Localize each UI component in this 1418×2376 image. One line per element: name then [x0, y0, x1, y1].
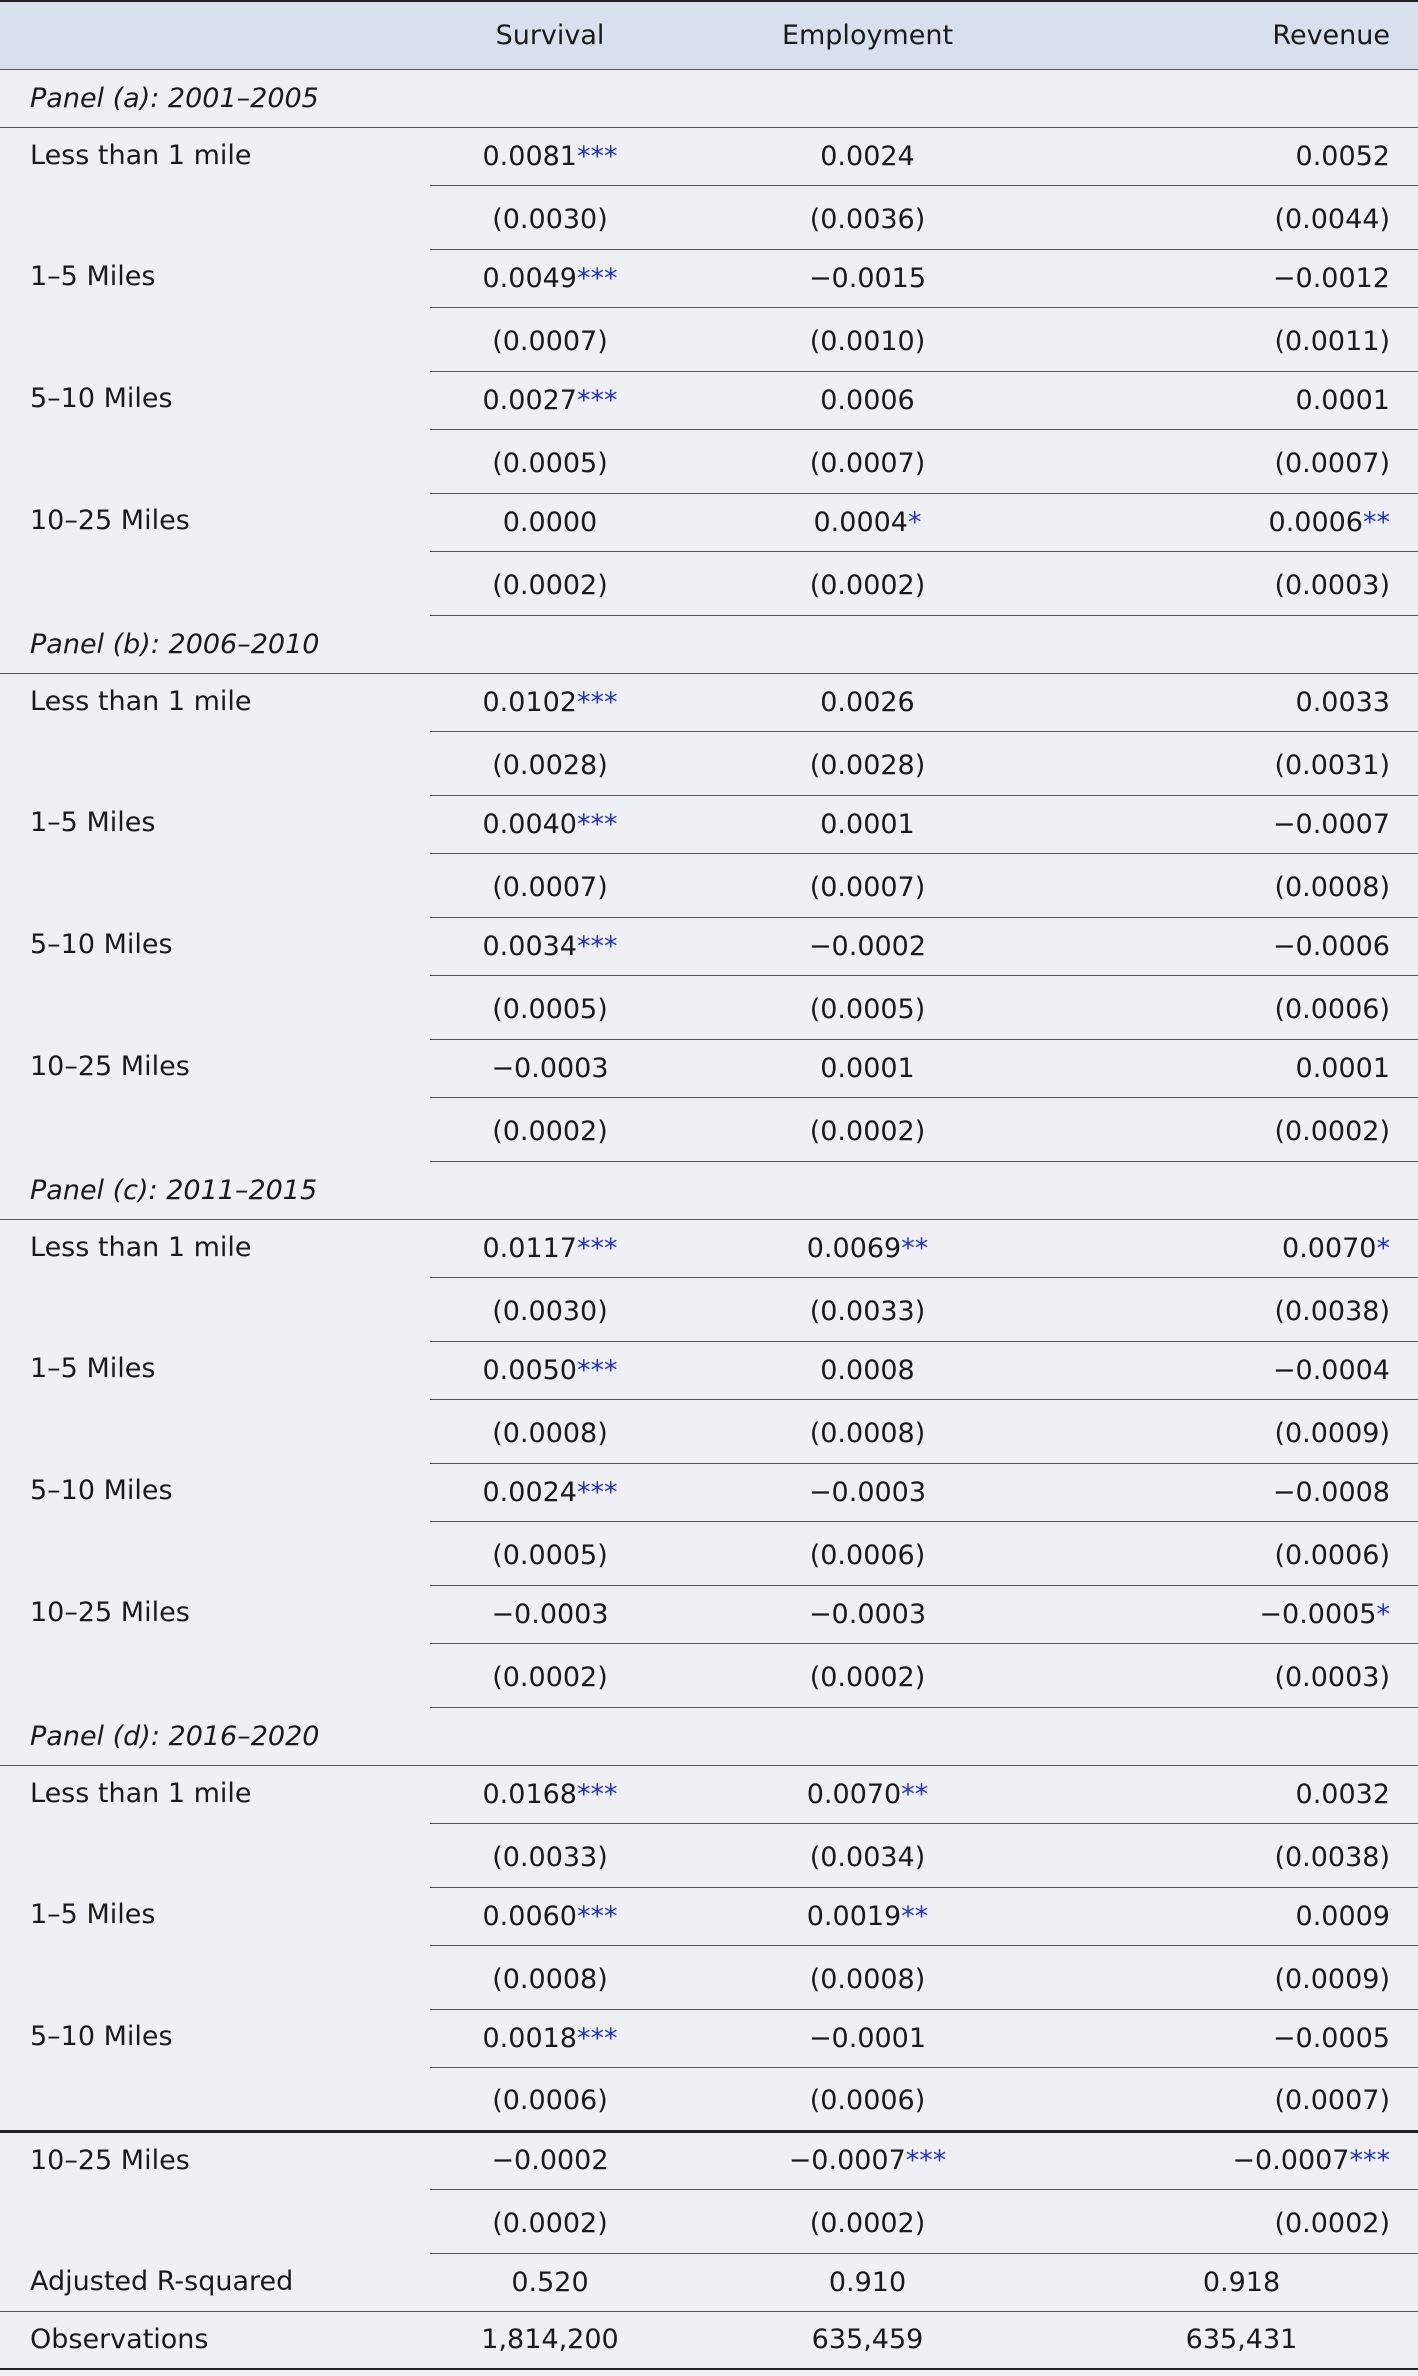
- row-label: 10–25 Miles: [30, 505, 190, 536]
- coefficient-value: 0.0001: [1295, 1052, 1390, 1084]
- survival-se: [430, 551, 670, 615]
- coefficient-value: (0.0002): [492, 2207, 608, 2239]
- revenue-coef: [1065, 2009, 1418, 2067]
- coefficient-value: 0.0001: [1295, 384, 1390, 416]
- employment-coef: [670, 673, 1065, 731]
- coefficient-row: [0, 1585, 1418, 1643]
- employment-coef: [670, 1585, 1065, 1643]
- revenue-coef: [1065, 917, 1418, 975]
- survival-se: [430, 2067, 670, 2131]
- revenue-coef: [1065, 2131, 1418, 2189]
- coefficient-value: (0.0030): [492, 1295, 608, 1327]
- survival-se: [430, 1521, 670, 1585]
- revenue-se: [1065, 1945, 1418, 2009]
- survival-se: [430, 1945, 670, 2009]
- coefficient-value: (0.0031): [1274, 749, 1390, 781]
- stat-label: Observations: [0, 2311, 430, 2369]
- panel-row: [0, 1707, 1418, 1765]
- coefficient-value: (0.0005): [492, 1539, 608, 1571]
- coefficient-value: 0.0024: [820, 140, 915, 172]
- coefficient-value: −0.0002: [808, 930, 927, 962]
- significance-stars: ***: [576, 1778, 618, 1810]
- table-body: [0, 69, 1418, 2369]
- stat-row: [0, 2311, 1418, 2369]
- significance-stars: **: [901, 1778, 929, 1810]
- coefficient-value: (0.0005): [492, 447, 608, 479]
- significance-stars: ***: [576, 140, 618, 172]
- row-label: Less than 1 mile: [30, 1231, 252, 1263]
- revenue-stat: 635,431: [1065, 2311, 1418, 2369]
- survival-stat: 1,814,200: [430, 2311, 670, 2369]
- coefficient-value: (0.0008): [492, 1963, 608, 1995]
- employment-se: [670, 429, 1065, 493]
- revenue-coef: [1065, 493, 1418, 551]
- coefficient-value: (0.0006): [1274, 993, 1390, 1025]
- coefficient-value: 0.0024: [482, 1476, 577, 1508]
- panel-label: Panel (b): 2006–2010: [0, 615, 1418, 673]
- survival-coef: [430, 1463, 670, 1521]
- employment-coef: [670, 1341, 1065, 1399]
- revenue-se: [1065, 551, 1418, 615]
- coefficient-value: −0.0003: [491, 1598, 609, 1630]
- survival-coef: [430, 795, 670, 853]
- coefficient-row: [0, 1341, 1418, 1399]
- coefficient-value: (0.0009): [1274, 1963, 1390, 1995]
- significance-stars: *: [1376, 1232, 1390, 1264]
- panel-row: [0, 69, 1418, 127]
- significance-stars: ***: [576, 2022, 618, 2054]
- significance-stars: ***: [576, 384, 618, 416]
- coefficient-value: (0.0003): [1274, 1661, 1390, 1693]
- coefficient-value: (0.0006): [492, 2085, 608, 2116]
- coefficient-value: −0.0004: [1272, 1354, 1390, 1386]
- revenue-se: [1065, 307, 1418, 371]
- survival-se: [430, 2189, 670, 2253]
- header-employment: Employment: [670, 1, 1065, 69]
- survival-se: [430, 731, 670, 795]
- coefficient-row: [0, 249, 1418, 307]
- coefficient-row: [0, 1219, 1418, 1277]
- employment-coef: [670, 795, 1065, 853]
- revenue-se: [1065, 731, 1418, 795]
- coefficient-row: [0, 493, 1418, 551]
- coefficient-row: [0, 673, 1418, 731]
- revenue-stat: 0.918: [1065, 2253, 1418, 2311]
- coefficient-value: (0.0002): [1274, 1115, 1390, 1147]
- revenue-se: [1065, 975, 1418, 1039]
- coefficient-value: 0.0001: [820, 808, 915, 840]
- employment-se: [670, 1823, 1065, 1887]
- coefficient-value: 0.0040: [482, 808, 577, 840]
- coefficient-value: −0.0005: [1272, 2022, 1390, 2054]
- survival-coef: [430, 673, 670, 731]
- coefficient-value: 0.0033: [1295, 686, 1390, 718]
- row-label: 5–10 Miles: [30, 383, 173, 414]
- survival-se: [430, 1277, 670, 1341]
- header-row: [0, 1, 1418, 69]
- survival-coef: [430, 1765, 670, 1823]
- coefficient-row: [0, 2009, 1418, 2067]
- survival-coef: [430, 1341, 670, 1399]
- coefficient-value: (0.0002): [492, 1661, 608, 1693]
- coefficient-row: [0, 1039, 1418, 1097]
- survival-se: [430, 975, 670, 1039]
- employment-se: [670, 1945, 1065, 2009]
- coefficient-value: 0.0060: [482, 1900, 577, 1932]
- employment-coef: [670, 1039, 1065, 1097]
- coefficient-value: (0.0002): [809, 1115, 926, 1147]
- revenue-coef: [1065, 673, 1418, 731]
- row-label: 5–10 Miles: [30, 929, 173, 960]
- coefficient-value: 0.0032: [1295, 1778, 1390, 1810]
- coefficient-value: −0.0012: [1272, 262, 1390, 294]
- survival-stat: 0.520: [430, 2253, 670, 2311]
- coefficient-row: [0, 1463, 1418, 1521]
- coefficient-value: 0.0027: [482, 384, 577, 416]
- row-label: Less than 1 mile: [30, 139, 252, 171]
- panel-label: Panel (a): 2001–2005: [0, 69, 1418, 127]
- coefficient-value: (0.0002): [492, 569, 608, 601]
- survival-se: [430, 1823, 670, 1887]
- coefficient-value: (0.0005): [492, 993, 608, 1025]
- revenue-coef: [1065, 1341, 1418, 1399]
- coefficient-value: 0.0019: [806, 1900, 902, 1932]
- stat-label: Adjusted R-squared: [0, 2253, 430, 2311]
- coefficient-value: (0.0030): [492, 203, 608, 235]
- survival-coef: [430, 249, 670, 307]
- coefficient-value: (0.0028): [809, 749, 926, 781]
- row-label: Less than 1 mile: [30, 1777, 252, 1809]
- coefficient-value: −0.0002: [491, 2145, 609, 2176]
- coefficient-row: [0, 1765, 1418, 1823]
- coefficient-value: (0.0010): [809, 325, 926, 357]
- panel-label: Panel (d): 2016–2020: [0, 1707, 1418, 1765]
- table-header: [0, 1, 1418, 69]
- coefficient-value: (0.0009): [1274, 1417, 1390, 1449]
- revenue-se: [1065, 2067, 1418, 2131]
- employment-se: [670, 1399, 1065, 1463]
- significance-stars: ***: [576, 262, 618, 294]
- coefficient-value: −0.0003: [808, 1598, 927, 1630]
- significance-stars: ***: [576, 1900, 618, 1932]
- coefficient-value: −0.0005: [1259, 1598, 1377, 1630]
- coefficient-value: (0.0038): [1274, 1295, 1390, 1327]
- revenue-coef: [1065, 1463, 1418, 1521]
- coefficient-value: (0.0007): [1274, 2085, 1390, 2116]
- employment-coef: [670, 371, 1065, 429]
- employment-se: [670, 307, 1065, 371]
- revenue-se: [1065, 1097, 1418, 1161]
- coefficient-value: (0.0002): [809, 1661, 926, 1693]
- employment-se: [670, 551, 1065, 615]
- coefficient-value: 0.0052: [1295, 140, 1390, 172]
- header-blank: [0, 1, 430, 69]
- coefficient-value: (0.0033): [492, 1841, 608, 1873]
- row-label: 1–5 Miles: [30, 261, 156, 292]
- panel-row: [0, 1161, 1418, 1219]
- coefficient-value: 0.0034: [482, 930, 577, 962]
- significance-stars: **: [901, 1900, 929, 1932]
- significance-stars: **: [901, 1232, 929, 1264]
- coefficient-value: −0.0015: [808, 262, 927, 294]
- employment-coef: [670, 917, 1065, 975]
- row-label: Less than 1 mile: [30, 685, 252, 717]
- survival-coef: [430, 1887, 670, 1945]
- employment-coef: [670, 1463, 1065, 1521]
- coefficient-value: −0.0008: [1272, 1476, 1390, 1508]
- revenue-coef: [1065, 249, 1418, 307]
- coefficient-value: (0.0002): [492, 1115, 608, 1147]
- row-label: 10–25 Miles: [30, 2144, 190, 2176]
- coefficient-value: (0.0028): [492, 749, 608, 781]
- coefficient-value: (0.0034): [809, 1841, 926, 1873]
- survival-coef: [430, 1585, 670, 1643]
- coefficient-value: −0.0001: [808, 2022, 927, 2054]
- survival-coef: [430, 371, 670, 429]
- coefficient-value: (0.0007): [492, 871, 608, 903]
- coefficient-value: 0.0117: [482, 1232, 577, 1264]
- revenue-coef: [1065, 1219, 1418, 1277]
- coefficient-value: (0.0008): [492, 1417, 608, 1449]
- revenue-se: [1065, 1643, 1418, 1707]
- coefficient-value: 0.0008: [820, 1354, 915, 1386]
- employment-stat: 635,459: [670, 2311, 1065, 2369]
- survival-coef: [430, 1039, 670, 1097]
- header-revenue: Revenue: [1065, 1, 1418, 69]
- coefficient-row: [0, 1887, 1418, 1945]
- coefficient-row: [0, 917, 1418, 975]
- row-label: 5–10 Miles: [30, 1475, 173, 1506]
- coefficient-value: (0.0011): [1274, 325, 1390, 357]
- employment-coef: [670, 127, 1065, 185]
- survival-coef: [430, 2009, 670, 2067]
- header-survival: Survival: [430, 1, 670, 69]
- row-label: 1–5 Miles: [30, 1353, 156, 1384]
- employment-coef: [670, 1887, 1065, 1945]
- coefficient-value: (0.0008): [809, 1417, 926, 1449]
- coefficient-value: 0.0004: [813, 506, 908, 538]
- survival-coef: [430, 2131, 670, 2189]
- coefficient-value: 0.0000: [502, 506, 598, 538]
- coefficient-value: 0.0009: [1295, 1900, 1390, 1932]
- survival-se: [430, 1643, 670, 1707]
- coefficient-row: [0, 2131, 1418, 2189]
- employment-se: [670, 1277, 1065, 1341]
- coefficient-value: (0.0002): [809, 569, 926, 601]
- row-label: 1–5 Miles: [30, 807, 156, 838]
- coefficient-value: 0.0018: [482, 2022, 577, 2054]
- coefficient-value: 0.0001: [820, 1052, 915, 1084]
- stat-row: [0, 2253, 1418, 2311]
- coefficient-value: −0.0006: [1272, 930, 1390, 962]
- panel-label: Panel (c): 2011–2015: [0, 1161, 1418, 1219]
- coefficient-row: [0, 127, 1418, 185]
- coefficient-value: 0.0102: [482, 686, 577, 718]
- coefficient-value: 0.0070: [1282, 1232, 1377, 1264]
- employment-se: [670, 1097, 1065, 1161]
- revenue-coef: [1065, 795, 1418, 853]
- coefficient-value: (0.0008): [1274, 871, 1390, 903]
- employment-coef: [670, 249, 1065, 307]
- coefficient-value: (0.0033): [809, 1295, 926, 1327]
- coefficient-value: −0.0007: [788, 2145, 906, 2176]
- coefficient-value: (0.0007): [492, 325, 608, 357]
- coefficient-value: (0.0036): [809, 203, 926, 235]
- coefficient-value: (0.0007): [1274, 447, 1390, 479]
- revenue-se: [1065, 853, 1418, 917]
- employment-coef: [670, 493, 1065, 551]
- coefficient-value: 0.0026: [820, 686, 915, 718]
- revenue-se: [1065, 429, 1418, 493]
- coefficient-value: 0.0070: [806, 1778, 902, 1810]
- revenue-se: [1065, 2189, 1418, 2253]
- coefficient-value: (0.0044): [1274, 203, 1390, 235]
- employment-se: [670, 1643, 1065, 1707]
- revenue-coef: [1065, 371, 1418, 429]
- revenue-coef: [1065, 1765, 1418, 1823]
- survival-coef: [430, 1219, 670, 1277]
- survival-coef: [430, 127, 670, 185]
- significance-stars: ***: [905, 2145, 947, 2176]
- significance-stars: *: [1376, 1598, 1390, 1630]
- employment-se: [670, 1521, 1065, 1585]
- coefficient-value: 0.0081: [482, 140, 577, 172]
- panel-row: [0, 615, 1418, 673]
- revenue-coef: [1065, 127, 1418, 185]
- coefficient-value: −0.0007: [1232, 2145, 1350, 2176]
- significance-stars: ***: [576, 686, 618, 718]
- significance-stars: ***: [576, 1232, 618, 1264]
- coefficient-value: 0.0168: [482, 1778, 577, 1810]
- coefficient-value: −0.0003: [491, 1052, 609, 1084]
- coefficient-value: (0.0007): [809, 447, 926, 479]
- coefficient-value: (0.0003): [1274, 569, 1390, 601]
- significance-stars: ***: [576, 930, 618, 962]
- coefficient-value: −0.0007: [1272, 808, 1390, 840]
- coefficient-value: (0.0002): [1274, 2207, 1390, 2239]
- coefficient-value: −0.0003: [808, 1476, 927, 1508]
- employment-se: [670, 2189, 1065, 2253]
- coefficient-value: 0.0006: [1268, 506, 1363, 538]
- coefficient-value: (0.0038): [1274, 1841, 1390, 1873]
- employment-se: [670, 975, 1065, 1039]
- coefficient-value: (0.0006): [1274, 1539, 1390, 1571]
- revenue-se: [1065, 1521, 1418, 1585]
- employment-coef: [670, 1765, 1065, 1823]
- significance-stars: ***: [1349, 2145, 1390, 2176]
- survival-se: [430, 307, 670, 371]
- row-label: 10–25 Miles: [30, 1597, 190, 1628]
- revenue-se: [1065, 1277, 1418, 1341]
- employment-stat: 0.910: [670, 2253, 1065, 2311]
- revenue-se: [1065, 1823, 1418, 1887]
- survival-se: [430, 853, 670, 917]
- survival-coef: [430, 917, 670, 975]
- significance-stars: ***: [576, 808, 618, 840]
- survival-se: [430, 429, 670, 493]
- coefficient-value: 0.0006: [820, 384, 915, 416]
- revenue-coef: [1065, 1039, 1418, 1097]
- coefficient-value: 0.0049: [482, 262, 577, 294]
- survival-coef: [430, 493, 670, 551]
- employment-se: [670, 853, 1065, 917]
- coefficient-value: (0.0007): [809, 871, 926, 903]
- coefficient-row: [0, 795, 1418, 853]
- coefficient-value: 0.0050: [482, 1354, 577, 1386]
- employment-coef: [670, 1219, 1065, 1277]
- row-label: 1–5 Miles: [30, 1899, 156, 1930]
- significance-stars: ***: [576, 1476, 618, 1508]
- significance-stars: **: [1363, 506, 1390, 538]
- coefficient-value: (0.0006): [809, 2085, 926, 2116]
- coefficient-value: (0.0006): [809, 1539, 926, 1571]
- revenue-coef: [1065, 1887, 1418, 1945]
- coefficient-value: (0.0008): [809, 1963, 926, 1995]
- significance-stars: *: [907, 506, 922, 538]
- row-label: 5–10 Miles: [0, 2009, 430, 2131]
- coefficient-value: (0.0005): [809, 993, 926, 1025]
- survival-se: [430, 185, 670, 249]
- significance-stars: ***: [576, 1354, 618, 1386]
- employment-coef: [670, 2009, 1065, 2067]
- employment-se: [670, 731, 1065, 795]
- coefficient-value: 0.0069: [806, 1232, 902, 1264]
- coefficient-value: (0.0002): [809, 2207, 926, 2239]
- survival-se: [430, 1097, 670, 1161]
- revenue-coef: [1065, 1585, 1418, 1643]
- employment-coef: [670, 2131, 1065, 2189]
- employment-se: [670, 2067, 1065, 2131]
- row-label: 10–25 Miles: [30, 1051, 190, 1082]
- employment-se: [670, 185, 1065, 249]
- revenue-se: [1065, 185, 1418, 249]
- revenue-se: [1065, 1399, 1418, 1463]
- coefficient-row: [0, 371, 1418, 429]
- survival-se: [430, 1399, 670, 1463]
